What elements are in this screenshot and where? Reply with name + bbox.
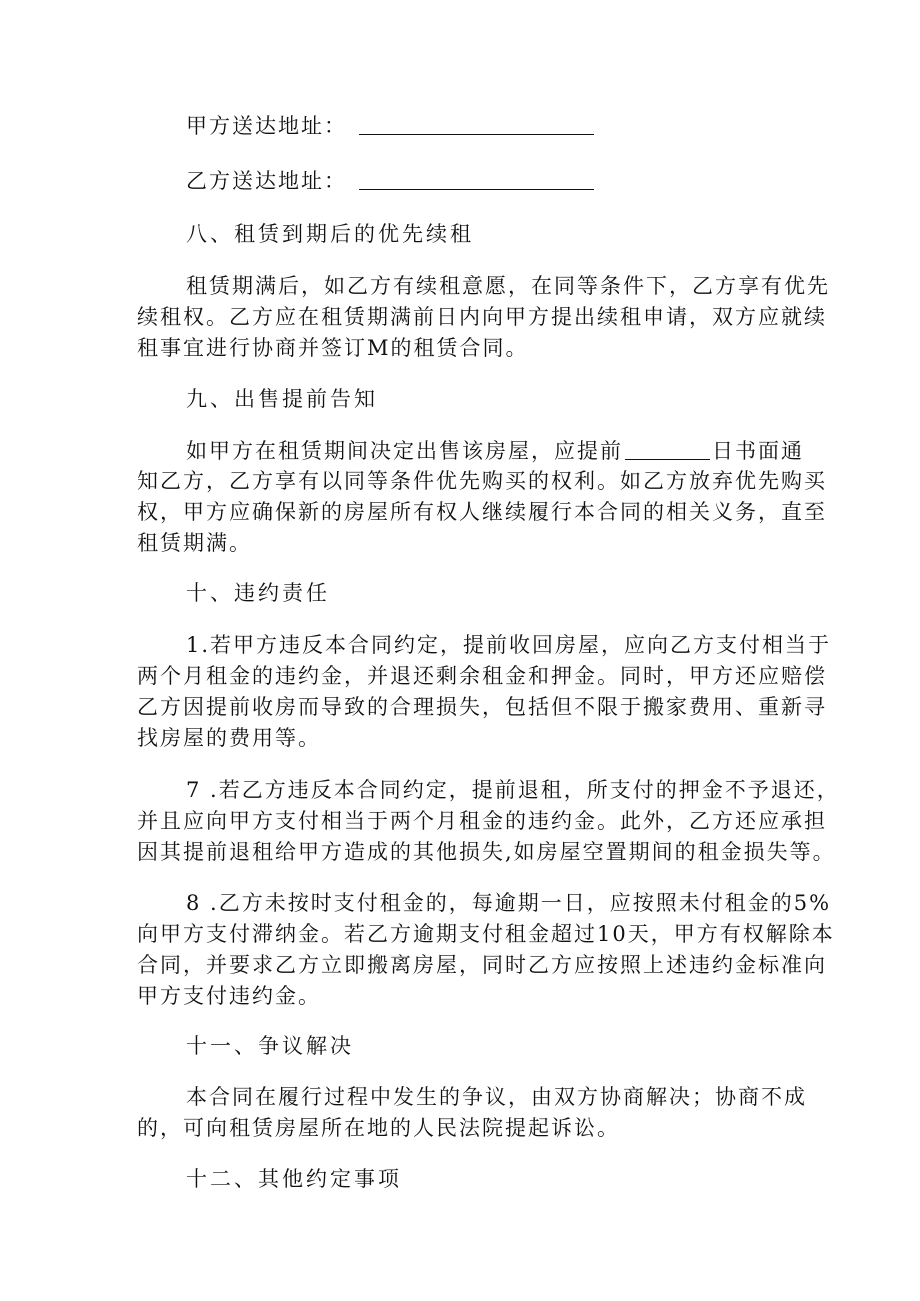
- section-9-line: 权，甲方应确保新的房屋所有权人继续履行本合同的相关义务，直至: [137, 500, 827, 524]
- section-9-title: 九、出售提前告知: [186, 387, 378, 411]
- section-10-title: 十、违约责任: [186, 581, 330, 605]
- penalty-item-1-line: 找房屋的费用等。: [137, 726, 321, 750]
- notice-days-blank: [625, 437, 710, 460]
- section-11-line: 的，可向租赁房屋所在地的人民法院提起诉讼。: [137, 1116, 620, 1140]
- party-b-address-line: [186, 165, 594, 195]
- penalty-item-1-line: 1.若甲方违反本合同约定，提前收回房屋，应向乙方支付相当于: [186, 633, 832, 657]
- party-b-address-label: 乙方送达地址：: [186, 169, 347, 193]
- party-a-address-blank: [359, 112, 594, 135]
- penalty-item-7-line: 7 .若乙方违反本合同约定，提前退租，所支付的押金不予退还，: [186, 778, 840, 802]
- section-9-line: 知乙方，乙方享有以同等条件优先购买的权利。如乙方放弃优先购买: [137, 469, 827, 493]
- penalty-item-8-line: 合同，并要求乙方立即搬离房屋，同时乙方应按照上述违约金标准向: [137, 953, 827, 977]
- section-8-line: 租赁期满后，如乙方有续租意愿，在同等条件下，乙方享有优先: [186, 274, 830, 298]
- party-a-address-label: 甲方送达地址：: [186, 114, 347, 138]
- penalty-item-8-line: 8 .乙方未按时支付租金的，每逾期一日，应按照未付租金的5%: [186, 891, 832, 915]
- penalty-item-7-line: 并且应向甲方支付相当于两个月租金的违约金。此外，乙方还应承担: [137, 809, 827, 833]
- penalty-item-8-line: 甲方支付违约金。: [137, 984, 321, 1008]
- section-11-line: 本合同在履行过程中发生的争议，由双方协商解决；协商不成: [186, 1085, 807, 1109]
- section-9-line: 租赁期满。: [137, 531, 252, 555]
- penalty-item-7-line: 因其提前退租给甲方造成的其他损失,如房屋空置期间的租金损失等。: [137, 840, 836, 864]
- party-a-address-line: [186, 110, 594, 140]
- section-11-title: 十一、争议解决: [186, 1034, 354, 1058]
- section-9-line1-after: 日书面通: [712, 439, 804, 463]
- section-9-line: [186, 435, 804, 465]
- section-12-title: 十二、其他约定事项: [186, 1167, 402, 1191]
- penalty-item-1-line: 两个月租金的违约金，并退还剩余租金和押金。同时，甲方还应赔偿: [137, 664, 827, 688]
- section-9-line1-before: 如甲方在租赁期间决定出售该房屋，应提前: [186, 439, 623, 463]
- section-8-title: 八、租赁到期后的优先续租: [186, 222, 474, 246]
- penalty-item-1-line: 乙方因提前收房而导致的合理损失，包括但不限于搬家费用、重新寻: [137, 695, 827, 719]
- section-8-line: 租事宜进行协商并签订M的租赁合同。: [137, 336, 529, 360]
- penalty-item-8-line: 向甲方支付滞纳金。若乙方逾期支付租金超过10天，甲方有权解除本: [137, 922, 835, 946]
- party-b-address-blank: [359, 167, 594, 190]
- section-8-line: 续租权。乙方应在租赁期满前日内向甲方提出续租申请，双方应就续: [137, 305, 827, 329]
